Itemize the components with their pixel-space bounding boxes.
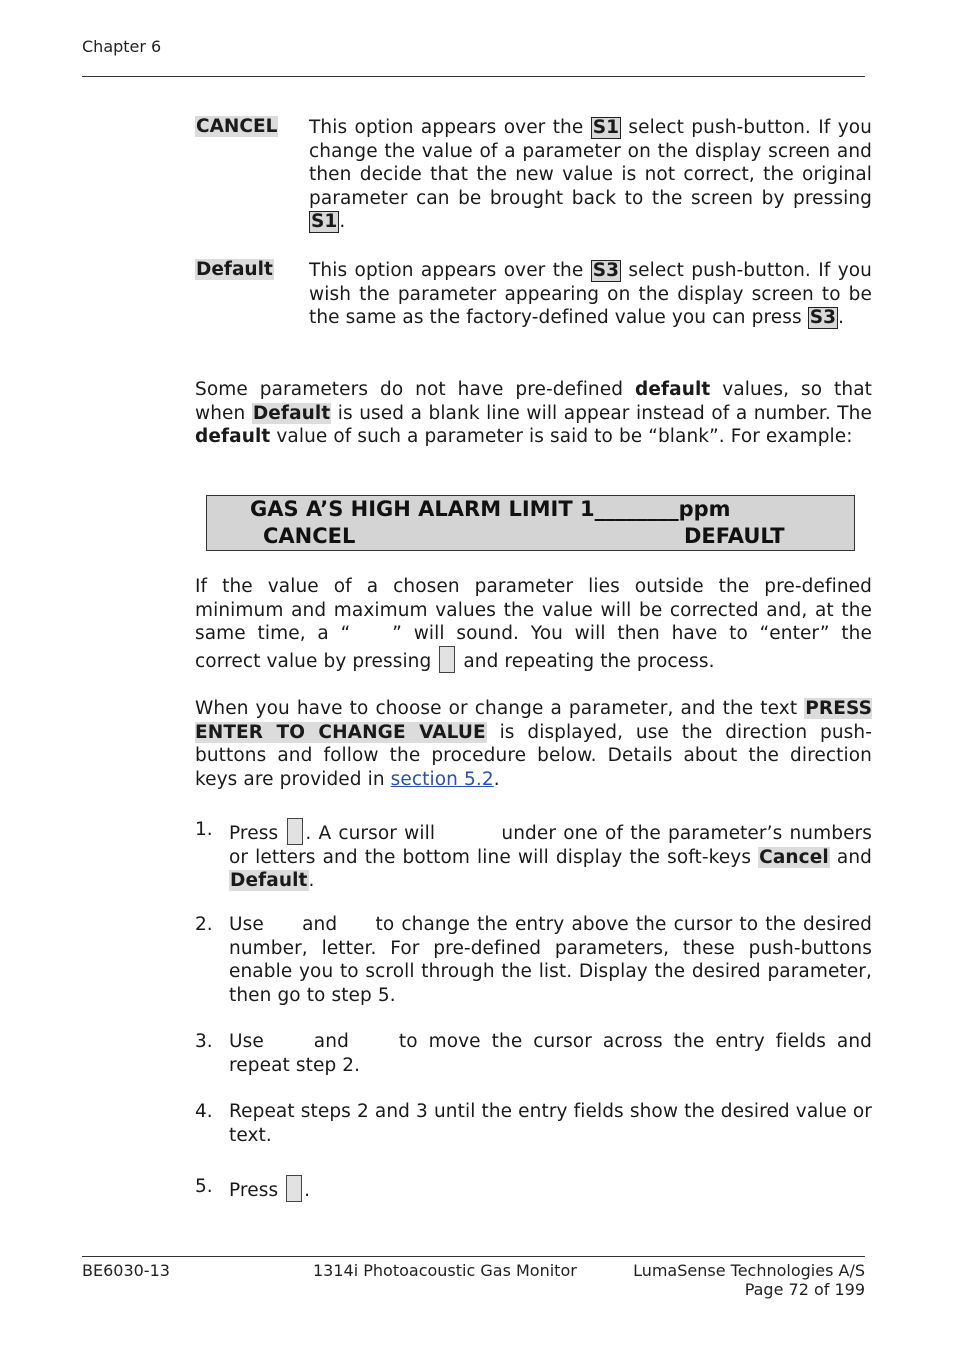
footer-page-number: Page 72 of 199 <box>744 1280 865 1299</box>
footer-doc-id: BE6030-13 <box>82 1261 170 1280</box>
cancel-softkey-label: Cancel <box>759 846 829 868</box>
step-3: Use and to move the cursor across the entry fields and repeat step 2. <box>229 1031 873 1076</box>
step-number: 4. <box>195 1101 213 1122</box>
footer-company: LumaSense Technologies A/S <box>633 1261 865 1280</box>
footer-product: 1314i Photoacoustic Gas Monitor <box>313 1261 577 1280</box>
step-2: Use and to change the entry above the cursor to the desired number, letter. For pre-defined parameters, these push-buttons enable you to scroll through the list. Display the desired parameter, then go to step 5. <box>229 914 872 1006</box>
default-softkey-label: Default <box>252 402 331 424</box>
s3-key-label: S3 <box>592 260 620 281</box>
cancel-definition: This option appears over the S1 select push-button. If you change the value of a parameter on the display screen and then decide that the new value is not correct, the original parameter can be brought back to the screen by pressing S1 . <box>309 117 872 232</box>
cancel-term <box>195 116 278 137</box>
enter-key-icon <box>287 818 303 845</box>
default-definition: This option appears over the S3 select push-button. If you wish the parameter appearing on the display screen to be the same as the factory-defined value you can press S3 . <box>309 260 872 328</box>
enter-key-icon <box>286 1175 302 1202</box>
step-number: 1. <box>195 819 213 840</box>
display-screen-example <box>206 495 855 551</box>
footer-rule <box>82 1256 865 1257</box>
step-number: 2. <box>195 914 213 935</box>
s1-key-label: S1 <box>311 211 338 232</box>
default-softkey-label: Default <box>230 870 308 891</box>
s1-key-label: S1 <box>592 117 620 138</box>
default-term <box>195 259 274 280</box>
press-enter-text: PRESS ENTER TO CHANGE VALUE <box>195 698 872 743</box>
s3-key-label: S3 <box>809 307 837 328</box>
step-number: 5. <box>195 1176 213 1197</box>
screen-softkey-default: DEFAULT <box>684 524 785 548</box>
step-4: Repeat steps 2 and 3 until the entry fields show the desired value or text. <box>229 1101 872 1146</box>
header-rule <box>82 76 865 77</box>
enter-key-icon <box>439 646 455 673</box>
enter-paragraph: When you have to choose or change a parameter, and the text PRESS ENTER TO CHANGE VALUE is displayed, use the direction push-buttons and follow the procedure below. Details about the direction keys are provided in section 5.2. <box>195 698 872 790</box>
default-term-label: Default <box>196 259 273 280</box>
step-5: Press . <box>229 1175 872 1203</box>
screen-line-1: GAS A’S HIGH ALARM LIMIT 1________ppm <box>250 497 731 521</box>
step-1: Press . A cursor will under one of the parameter’s numbers or letters and the bottom line will display the soft-keys Cancel and Default. <box>229 818 872 893</box>
step-number: 3. <box>195 1031 213 1052</box>
cancel-term-label: CANCEL <box>196 116 278 137</box>
blank-default-paragraph: Some parameters do not have pre-defined default values, so that when Default is used a blank line will appear instead of a number. The default value of such a parameter is said to be “blank”. For example: <box>195 379 872 447</box>
screen-softkey-cancel: CANCEL <box>263 524 356 548</box>
out-of-range-paragraph: If the value of a chosen parameter lies outside the pre-defined minimum and maximum values the value will be corrected and, at the same time, a “ ” will sound. You will then have to “enter” the correct value by pressing and repeating the process. <box>195 576 872 672</box>
section-link[interactable]: section 5.2 <box>390 768 494 790</box>
chapter-header: Chapter 6 <box>82 37 162 56</box>
